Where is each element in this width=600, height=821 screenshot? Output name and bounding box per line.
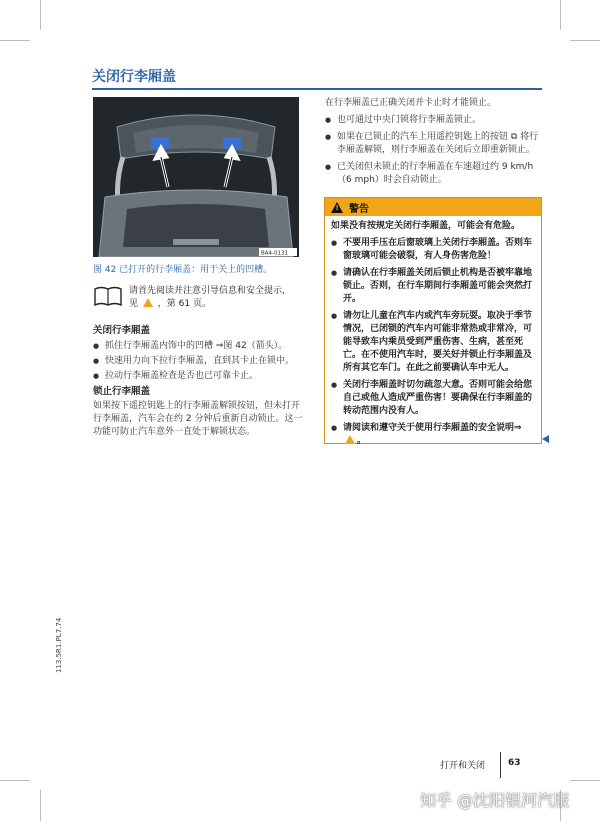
title-divider bbox=[92, 88, 542, 90]
list-item: ● 已关闭但未锁止的行李厢盖在车速超过约 9 km/h（6 mph）时会自动锁止。 bbox=[325, 161, 541, 187]
list-item: ● 关闭行李厢盖时切勿疏忽大意。否则可能会给您自己或他人造成严重伤害！要确保在行李厢盖的转动范围内没有人。 bbox=[331, 379, 535, 418]
locking-heading: 锁止行李厢盖 bbox=[93, 386, 151, 397]
warning-header bbox=[325, 198, 541, 216]
list-item: ● 不要用手压在后窗玻璃上关闭行李厢盖。否则车窗玻璃可能会破裂，有人身伤害危险！ bbox=[331, 237, 535, 263]
closing-heading: 关闭行李厢盖 bbox=[93, 325, 151, 336]
list-item: ● 请阅读和遵守关于使用行李厢盖的安全说明⇒。 bbox=[331, 422, 535, 448]
right-column bbox=[325, 97, 541, 191]
warning-box bbox=[324, 197, 542, 444]
closing-section bbox=[93, 322, 305, 385]
crop-mark bbox=[0, 780, 30, 781]
crop-mark bbox=[560, 0, 561, 30]
right-bullets bbox=[325, 114, 541, 187]
warning-lead: 如果没有按规定关闭行李厢盖，可能会有危险。 bbox=[331, 221, 521, 231]
document-code: 113.5R1.PL7.74 bbox=[55, 617, 63, 673]
locking-section bbox=[93, 383, 305, 439]
crop-mark bbox=[570, 780, 600, 781]
trunk-figure bbox=[93, 97, 299, 257]
warning-icon bbox=[345, 435, 355, 444]
list-item: ● 请勿让儿童在汽车内或汽车旁玩耍。取决于季节情况，已闭锁的汽车内可能非常热或非常冷，可能导致车内乘员受到严重伤害、生病，甚至死亡。在不使用汽车时，要关好并锁止行李厢盖及所有其它车门。在此之前要确认车中无人。 bbox=[331, 310, 535, 375]
warning-icon bbox=[143, 298, 153, 307]
page-number: 63 bbox=[508, 758, 521, 768]
section-end-marker bbox=[542, 435, 549, 443]
chapter-name: 打开和关闭 bbox=[440, 761, 486, 771]
list-item: ● 抓住行李厢盖内饰中的凹槽 ⇒图 42（箭头）。 bbox=[93, 340, 305, 353]
list-item: ● 拉动行李厢盖检查是否也已可靠卡止。 bbox=[93, 370, 305, 383]
open-trunk-illustration bbox=[93, 97, 299, 257]
crop-mark bbox=[40, 0, 41, 30]
closing-steps bbox=[93, 340, 305, 383]
note-text: 请首先阅读并注意引导信息和安全提示， 见 ，第 61 页。 bbox=[129, 286, 292, 309]
list-item: ● 快速用力向下拉行李厢盖，直到其卡止在锁中。 bbox=[93, 355, 305, 368]
list-item: ● 请确认在行李厢盖关闭后锁止机构是否被牢靠地锁止。否则，在行车期间行李厢盖可能会突然打开。 bbox=[331, 267, 535, 306]
warning-triangle-icon: ! bbox=[331, 202, 343, 213]
locking-text: 如果按下遥控钥匙上的行李厢盖解锁按钮，但未打开行李厢盖，汽车会在约 2 分钟后重新自动锁止。这一功能可防止汽车意外一直处于解锁状态。 bbox=[93, 401, 303, 437]
watermark: 知乎 @沈阳银河汽服 bbox=[420, 791, 570, 810]
list-item: ● 也可通过中央门锁将行李厢盖锁止。 bbox=[325, 114, 541, 127]
warning-items bbox=[331, 237, 535, 448]
crop-mark bbox=[0, 40, 30, 41]
footer-divider bbox=[500, 752, 501, 778]
crop-mark bbox=[40, 790, 41, 821]
list-item: ● 如果在已锁止的汽车上用遥控钥匙上的按钮 ⧉ 将行李厢盖解锁，则行李厢盖在关闭后立即重新锁止。 bbox=[325, 131, 541, 157]
warning-title: 警告 bbox=[349, 203, 369, 215]
reading-note bbox=[93, 285, 303, 315]
book-icon bbox=[93, 285, 123, 307]
right-intro: 在行李厢盖已正确关闭并卡止时才能锁止。 bbox=[325, 98, 497, 108]
figure-caption: 图 42 已打开的行李厢盖：用于关上的凹槽。 bbox=[93, 265, 273, 275]
crop-mark bbox=[570, 40, 600, 41]
figure-code: BA4-0131 bbox=[261, 250, 289, 257]
page-title: 关闭行李厢盖 bbox=[92, 69, 176, 85]
warning-body bbox=[325, 216, 541, 448]
